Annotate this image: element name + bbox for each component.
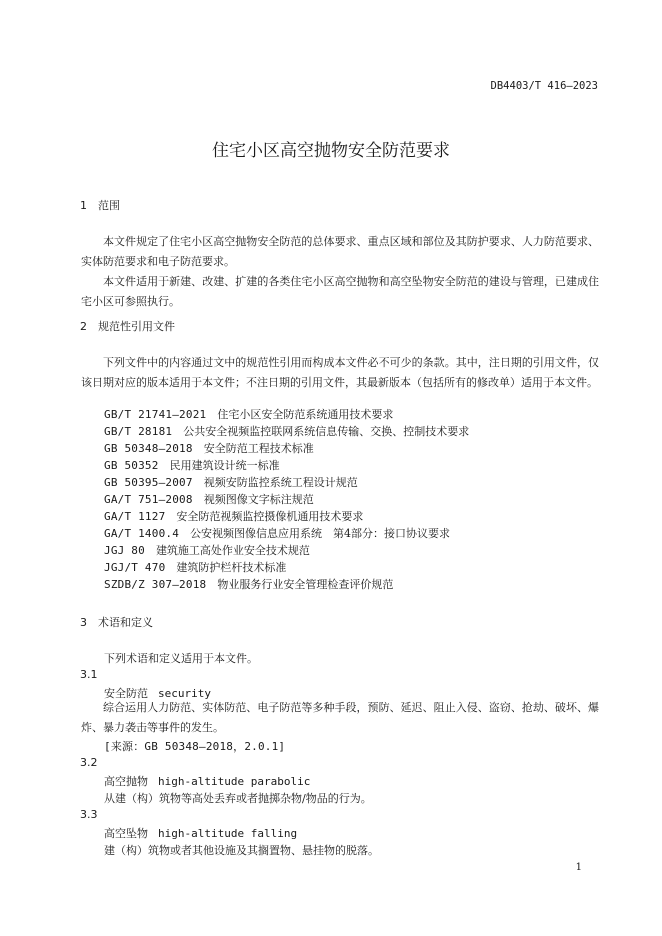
page-number: 1 [575,862,582,873]
reference-item [104,491,314,507]
reference-title: 公共安全视频监控联网系统信息传输、交换、控制技术要求 [183,425,470,438]
reference-code: GB 50395—2007 [104,476,193,489]
section-title: 范围 [98,199,120,212]
reference-title: 视频安防监控系统工程设计规范 [203,476,358,489]
reference-item [104,457,280,473]
reference-code: GB/T 28181 [104,425,173,438]
reference-title: 建筑施工高处作业安全技术规范 [155,544,310,557]
term-number: 3.2 [80,756,98,769]
reference-title: 安全防范视频监控摄像机通用技术要求 [176,510,364,523]
term-en: high-altitude falling [158,827,298,840]
reference-code: GA/T 1127 [104,510,166,523]
reference-code: JGJ 80 [104,544,145,557]
section-title: 规范性引用文件 [98,320,175,333]
term-definition: 建（构）筑物或者其他设施及其搁置物、悬挂物的脱落。 [104,844,379,857]
section-number: 3 [80,616,87,629]
reference-title: 住宅小区安全防范系统通用技术要求 [217,408,394,421]
reference-code: SZDB/Z 307—2018 [104,578,207,591]
section-2-heading [80,318,175,334]
reference-title: 安全防范工程技术标准 [203,442,314,455]
term-number: 3.1 [80,668,98,681]
section-number: 2 [80,320,87,333]
document-title: 住宅小区高空抛物安全防范要求 [212,141,450,161]
scope-paragraph-1: 本文件规定了住宅小区高空抛物安全防范的总体要求、重点区域和部位及其防护要求、人力防范要求、实体防范要求和电子防范要求。 [81,235,599,268]
reference-title: 视频图像文字标注规范 [203,493,314,506]
reference-code: GA/T 1400.4 [104,527,180,540]
scope-paragraph-2: 本文件适用于新建、改建、扩建的各类住宅小区高空抛物和高空坠物安全防范的建设与管理，已建成住宅小区可参照执行。 [81,275,599,308]
reference-code: GB/T 21741—2021 [104,408,207,421]
standard-code: DB4403/T 416—2023 [490,80,598,92]
reference-item [104,576,393,592]
terms-intro: 下列术语和定义适用于本文件。 [104,652,258,665]
term-entry [104,825,297,841]
reference-item [104,525,450,541]
reference-title: 民用建筑设计统一标准 [169,459,280,472]
reference-item [104,508,363,524]
term-zh: 高空坠物 [104,827,148,840]
reference-item [104,406,393,422]
term-entry [104,773,310,789]
reference-item [104,423,469,439]
reference-item [104,542,310,558]
reference-code: GB 50352 [104,459,159,472]
reference-code: JGJ/T 470 [104,561,166,574]
section-3-heading [80,614,153,630]
section-title: 术语和定义 [98,616,153,629]
term-en: security [158,687,211,700]
reference-item [104,474,358,490]
reference-item [104,440,314,456]
term-zh: 高空抛物 [104,775,148,788]
reference-title: 建筑防护栏杆技术标准 [176,561,287,574]
term-definition: 从建（构）筑物等高处丢弃或者抛掷杂物/物品的行为。 [104,792,372,805]
references-intro: 下列文件中的内容通过文中的规范性引用而构成本文件必不可少的条款。其中，注日期的引用文件，仅该日期对应的版本适用于本文件；不注日期的引用文件，其最新版本（包括所有的修改单）适用于本文件。 [81,356,599,389]
reference-title: 物业服务行业安全管理检查评价规范 [217,578,394,591]
section-1-heading [80,197,120,213]
section-number: 1 [80,199,87,212]
term-en: high-altitude parabolic [158,775,311,788]
reference-code: GB 50348—2018 [104,442,193,455]
reference-code: GA/T 751—2008 [104,493,193,506]
reference-title: 公安视频图像信息应用系统 第4部分：接口协议要求 [190,527,451,540]
term-definition: 综合运用人力防范、实体防范、电子防范等多种手段，预防、延迟、阻止入侵、盗窃、抢劫、破坏、爆炸、暴力袭击等事件的发生。 [81,701,599,734]
reference-item [104,559,286,575]
term-source: [来源：GB 50348—2018，2.0.1] [104,740,286,753]
term-number: 3.3 [80,808,98,821]
term-zh: 安全防范 [104,687,148,700]
